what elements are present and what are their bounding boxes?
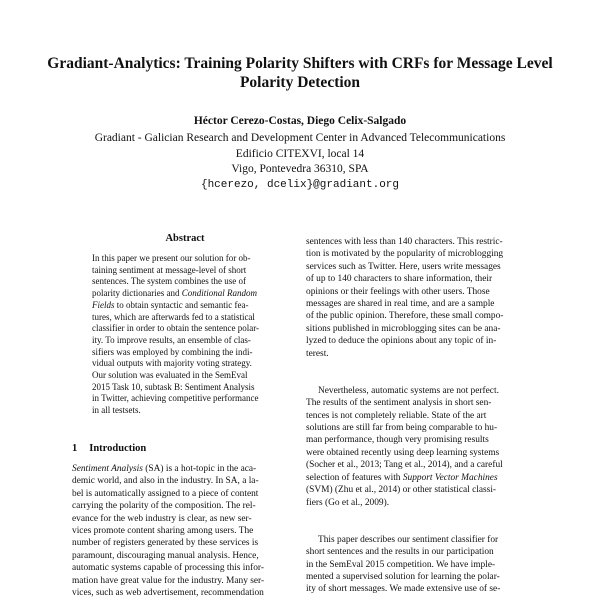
author-list: Héctor Cerezo-Costas, Diego Celix-Salgado bbox=[193, 115, 407, 127]
body-line: in the SemEval 2015 competition. We have imple- bbox=[306, 559, 496, 570]
body-line: Nevertheless, automatic systems are not perfect. bbox=[318, 385, 499, 396]
body-line: tences is not completely reliable. State of the art bbox=[306, 410, 487, 421]
body-line: services such as Twitter. Here, users write messages bbox=[306, 261, 501, 272]
body-line: (SVM) (Zhu et al., 2014) or other statistical classi- bbox=[306, 485, 497, 496]
intro-line: evance for the web industry is clear, as new ser- bbox=[72, 513, 252, 524]
body-line: The results of the sentiment analysis in short sen- bbox=[306, 398, 492, 409]
intro-line: vices, such as web advertisement, recommendation bbox=[72, 588, 264, 599]
body-line: fiers (Go et al., 2009). bbox=[306, 497, 390, 508]
paragraph-gap bbox=[306, 509, 534, 521]
abstract-line-text: to obtain syntactic and semantic fea- bbox=[114, 299, 249, 310]
body-italic-svm: Support Vector Machines bbox=[402, 472, 498, 483]
body-line: sentences with less than 140 characters. This restric- bbox=[306, 237, 503, 247]
body-line: terest. bbox=[306, 348, 329, 359]
right-column-body bbox=[306, 236, 534, 596]
body-line: solutions are still far from being comparable to hu- bbox=[306, 423, 498, 434]
body-line: of up to 140 characters to share information, their bbox=[306, 274, 493, 285]
abstract-line: in all testsets. bbox=[92, 405, 141, 416]
body-line: ity of short messages. We made extensive use of se- bbox=[306, 584, 501, 595]
abstract-line: sentences. The system combines the use of bbox=[92, 276, 247, 287]
section-heading-introduction bbox=[72, 443, 146, 454]
affiliation-block bbox=[40, 131, 560, 193]
intro-italic-sa: Sentiment Analysis bbox=[72, 464, 143, 474]
abstract-line: vidual outputs with majority voting strategy. bbox=[92, 358, 252, 369]
section-number: 1 bbox=[72, 443, 78, 454]
body-line: tion is motivated by the popularity of microblogging bbox=[306, 249, 504, 260]
affiliation-line-3: Vigo, Pontevedra 36310, SPA bbox=[231, 163, 369, 175]
intro-line: vices promote content sharing among users. The bbox=[72, 526, 254, 537]
affiliation-line-1: Gradiant - Galician Research and Development Center in Advanced Telecommunications bbox=[94, 132, 506, 144]
body-line: opinions or their feelings with other users. Those bbox=[306, 286, 490, 297]
affiliation-line-2: Edificio CITEXVI, local 14 bbox=[235, 147, 365, 160]
paragraph-gap bbox=[306, 372, 534, 384]
intro-line: number of registers generated by these services is bbox=[72, 538, 259, 549]
intro-line: demic world, and also in the industry. In SA, a la- bbox=[72, 476, 259, 487]
intro-line: mation have great value for the industry. Many ser- bbox=[72, 575, 265, 586]
abstract-line bbox=[92, 300, 282, 312]
body-line: man performance, though very promising results bbox=[306, 435, 489, 446]
intro-line: paramount, discouraging manual analysis. Hence, bbox=[72, 550, 259, 561]
abstract-italic-fields: Fields bbox=[92, 299, 115, 310]
abstract-line-text: polarity dictionaries and bbox=[92, 288, 182, 299]
section-title: Introduction bbox=[89, 443, 147, 454]
abstract-line: classifier in order to obtain the sentence polar- bbox=[92, 323, 260, 334]
paragraph-gap bbox=[306, 360, 534, 372]
abstract-line: in Twitter, achieving competitive performance bbox=[92, 393, 259, 404]
intro-line-text: (SA) is a hot-topic in the aca- bbox=[142, 464, 257, 474]
body-line: of the public opinion. Therefore, these small compo- bbox=[306, 311, 504, 322]
intro-line: carrying the polarity of the composition. The rel- bbox=[72, 501, 256, 512]
intro-line: bel is automatically assigned to a piece of content bbox=[72, 488, 259, 499]
abstract-line: taining sentiment at message-level of short bbox=[92, 264, 247, 275]
abstract-body bbox=[92, 253, 282, 417]
abstract-line: Our solution was evaluated in the SemEval bbox=[92, 370, 248, 381]
author-email: {hcerezo, dcelix}@gradiant.org bbox=[200, 178, 400, 191]
abstract-line: 2015 Task 10, subtask B: Sentiment Analysis bbox=[92, 381, 255, 392]
abstract-italic-crf: Conditional Random bbox=[181, 288, 257, 299]
abstract-line: tures, which are afterwards fed to a statistical bbox=[92, 311, 255, 322]
body-line: messages are shared in real time, and are a sample bbox=[306, 299, 495, 310]
paragraph-gap bbox=[306, 521, 534, 533]
abstract-line: In this paper we present our solution for ob- bbox=[92, 253, 251, 263]
paper-title bbox=[40, 54, 560, 92]
abstract-line: ity. To improve results, an ensemble of clas- bbox=[92, 334, 251, 345]
body-line-text: selection of features with bbox=[306, 472, 403, 483]
introduction-body bbox=[72, 463, 300, 599]
abstract-heading: Abstract bbox=[165, 233, 205, 244]
body-line: were obtained recently using deep learning systems bbox=[306, 447, 500, 458]
body-line: (Socher et al., 2013; Tang et al., 2014), and a careful bbox=[306, 460, 503, 471]
abstract-line bbox=[92, 288, 282, 300]
intro-line: automatic systems capable of processing this infor- bbox=[72, 563, 264, 574]
title-line-2: Polarity Detection bbox=[239, 74, 361, 91]
body-line: lyzed to deduce the opinions about any topic of in- bbox=[306, 336, 497, 347]
body-line bbox=[306, 472, 534, 484]
body-line: mented a supervised solution for learning the polar- bbox=[306, 571, 500, 582]
abstract-line: sifiers was employed by combining the indi- bbox=[92, 346, 253, 357]
intro-line bbox=[72, 463, 300, 475]
body-line: This paper describes our sentiment classifier for bbox=[318, 534, 499, 545]
body-line: sitions published in microblogging sites can be ana- bbox=[306, 323, 501, 334]
body-line: short sentences and the results in our participation bbox=[306, 547, 494, 558]
title-line-1: Gradiant-Analytics: Training Polarity Shifters with CRFs for Message Level bbox=[47, 55, 553, 72]
